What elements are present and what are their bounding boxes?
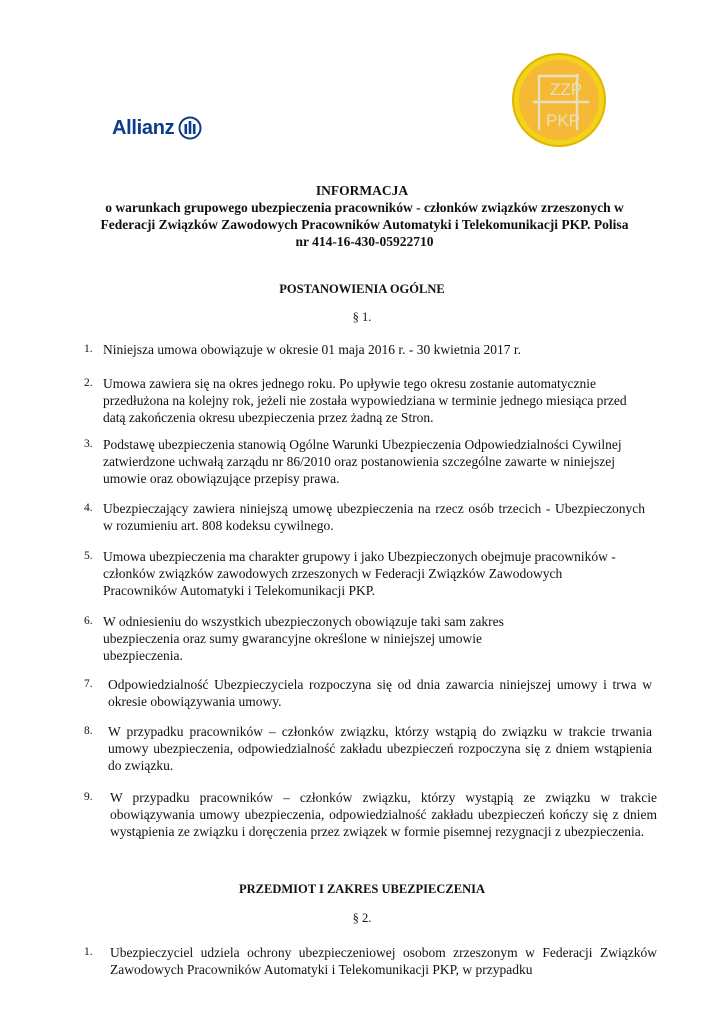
svg-text:PKP: PKP	[545, 111, 581, 130]
azzp-pkp-seal	[511, 52, 607, 148]
svg-text:ZZP: ZZP	[549, 80, 583, 99]
paragraph-mark-2: § 2.	[352, 911, 372, 925]
section-heading-scope: PRZEDMIOT I ZAKRES UBEZPIECZENIA	[238, 882, 485, 896]
title-line: INFORMACJA	[315, 183, 409, 198]
document-page: Allianz ZZP PKP INFORMACJA o warunkach grupowego ubezpieczenia pracowników - członków związków zrzeszonych w Federacji Związków Zawodowych Pracowników Automatyki i Telekomunikacji PKP. Polisa nr 414-16-430-05922710 POSTANOWIENIA OGÓLNE § 1. 1. Niniejsza umowa obowiązuje w okresie 01 maja 2016 r. - 30 kwietnia 2017 r. 2. Umowa zawiera się na okres jednego roku. Po upływie tego okresu zostanie automatycznie przedłużona na kolejny rok, jeżeli nie została wypowiedziana w terminie jednego miesiąca przed datą zakończenia okresu ubezpieczenia przez żadną ze Stron. 3. Podstawę ubezpieczenia stanowią Ogólne Warunki Ubezpieczenia Odpowiedzialności Cywilnej zatwierdzone uchwałą zarządu nr 86/2010 oraz postanowienia szczególne zawarte w niniejszej umowie oraz obowiązujące przepisy prawa. 4. Ubezpieczający zawiera niniejszą umowę ubezpieczenia na rzecz osób trzecich - Ubezpieczonych w rozumieniu art. 808 kodeksu cywilnego. 5. Umowa ubezpieczenia ma charakter grupowy i jako Ubezpieczonych obejmuje pracowników - członków związków zawodowych zrzeszonych w Federacji Związków Zawodowych Pracowników Automatyki i Telekomunikacji PKP. 6. W odniesieniu do wszystkich ubezpieczonych obowiązuje taki sam zakres ubezpieczenia oraz sumy gwarancyjne określone w niniejszej umowie ubezpieczenia. 7. Odpowiedzialność Ubezpieczyciela rozpoczyna się od dnia zawarcia niniejszej umowy i trwa w okresie obowiązywania umowy. 8. W przypadku pracowników – członków związku, którzy wstąpią do związku w trakcie trwania umowy ubezpieczenia, odpowiedzialność zakładu ubezpieczeń rozpoczyna się z dniem wstąpienia do związku. 9. W przypadku pracowników – członków związku, którzy wystąpią ze związku w trakcie obowiązywania umowy ubezpieczenia, odpowiedzialność zakładu ubezpieczeń kończy się z dniem wystąpienia ze związku i doręczenia przez związek w formie pisemnej rezygnacji z ubezpieczenia. PRZEDMIOT I ZAKRES UBEZPIECZENIA § 2. 1. Ubezpieczyciel udziela ochrony ubezpieczeniowej osobom zrzeszonym w Federacji Związków Zawodowych Pracowników Automatyki i Telekomunikacji PKP, w przypadku	[0, 0, 724, 1024]
allianz-logo	[112, 116, 202, 140]
section-heading-general: POSTANOWIENIA OGÓLNE	[279, 282, 445, 296]
paragraph-mark-1: § 1.	[352, 310, 372, 324]
allianz-eagle-icon	[178, 116, 202, 140]
title-subtitle: o warunkach grupowego ubezpieczenia pracowników - członków związków zrzeszonych w Federacji Związków Zawodowych Pracowników Automatyki i Telekomunikacji PKP. Polisa nr 414-16-430-05922710	[100, 200, 629, 249]
document-title	[0, 182, 724, 250]
allianz-logo-text: Allianz	[112, 116, 175, 139]
